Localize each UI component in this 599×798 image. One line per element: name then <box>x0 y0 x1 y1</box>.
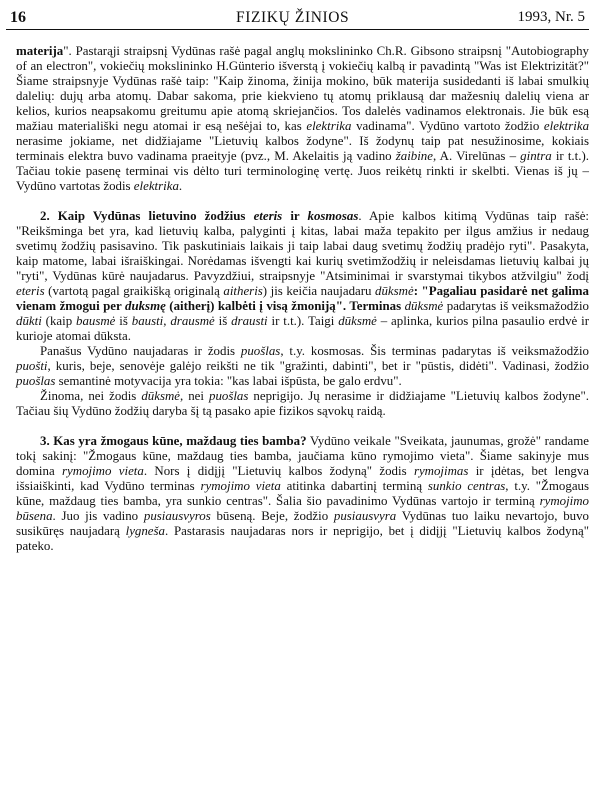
text-run: elektrika <box>133 179 179 193</box>
text-run: ir t.t.). Tačiau tokie pasenę terminai vis dėlto turi terminologinę vertę. Juos reikėtų rinkti ir skelbti. Vienas iš jų – Vydūno vartotas žodis <box>16 149 589 193</box>
text-run: bausti <box>131 314 164 328</box>
text-run: puošlas <box>209 389 249 403</box>
text-run: dūksmė <box>141 389 180 403</box>
paragraph-p2 <box>16 209 589 344</box>
text-run: , kuris, beje, senovėje galėjo reikšti ne tik "gražinti, dabinti", bet ir "pūstis, didėti". Vadinasi, žodžio <box>47 359 589 373</box>
text-run: sunkio centras <box>427 479 506 493</box>
issue-number: 1993, Nr. 5 <box>517 9 585 25</box>
text-run: elektrika <box>306 119 352 133</box>
text-run: puošlas <box>240 344 281 358</box>
text-run: dūksmė <box>404 299 444 313</box>
text-run: dūkti <box>16 314 42 328</box>
paragraph-p4 <box>16 389 589 419</box>
text-run: iš <box>115 314 132 328</box>
text-run: semantinė motyvacija yra tokia: "kas labai išpūsta, be galo erdvu". <box>55 374 402 388</box>
text-run: Žinoma, nei žodis <box>40 389 142 403</box>
article-body <box>16 44 589 554</box>
text-run: materija <box>16 44 64 58</box>
text-run: gintra <box>520 149 552 163</box>
text-run: padarytas iš veiksmažodžio <box>443 299 589 313</box>
text-run: rymojimas <box>413 464 469 478</box>
text-run: puošti <box>16 359 48 373</box>
text-run: – aplinka, kurios pilna pasaulio erdvė ir kurioje atomai dūksta. <box>16 314 590 343</box>
text-run: ir <box>282 209 308 223</box>
text-run: . Juo jis vadino <box>52 509 144 523</box>
text-run: 2. Kaip Vydūnas lietuvino žodžius <box>40 209 254 223</box>
text-run: : "Pagaliau pasidarė net galima vienam žmogui per <box>16 284 589 313</box>
text-run: eteris <box>253 209 283 223</box>
text-run: pusiausvyros <box>143 509 211 523</box>
text-run: . <box>178 179 183 193</box>
text-run: rymojimo vieta <box>200 479 281 493</box>
text-run: būseną. Beje, žodžio <box>210 509 334 523</box>
text-run: kosmosas <box>307 209 359 223</box>
text-run: vadinama". Vydūno vartoto žodžio <box>351 119 544 133</box>
text-run: Vydūno veikale "Sveikata, jaunumas, grožė" randame tokį sakinį: "Žmogaus kūne, maždaug ties bamba, jaučiama kūno rymojimo vieta". Šiame sakinyje mus domina <box>16 434 590 478</box>
text-run: , A. Virelūnas – <box>432 149 521 163</box>
text-run: (vartotą pagal graikišką originalą <box>44 284 224 298</box>
text-run: duksmę <box>125 299 166 313</box>
text-run: . Pastarasis naujadaras nors ir neprigijo, bet į didįjį "Lietuvių kalbos žodyną" pateko. <box>16 524 589 553</box>
journal-title: FIZIKŲ ŽINIOS <box>236 9 350 26</box>
text-run: elektrika <box>543 119 590 133</box>
paragraph-p3 <box>16 344 589 389</box>
text-run: dūksmė <box>375 284 414 298</box>
text-run: rymojimo būsena <box>16 494 589 523</box>
text-run: lygneša <box>125 524 165 538</box>
text-run: , t.y. kosmosas. Šis terminas padarytas iš veiksmažodžio <box>280 344 590 358</box>
text-run: , nei <box>180 389 209 403</box>
text-run: bausmė <box>76 314 116 328</box>
text-run: (kaip <box>41 314 77 328</box>
text-run: ". Pastarąji straipsnį Vydūnas rašė pagal anglų mokslininko Ch.R. Gibsono straipsnį "Autobiography of an electron", vokiečių mokslininko H.Günterio išverstą į vokiečių kalbą ir pavadintą "Was ist Elektrizität?" Šiame straipsnyje Vydūnas rašė taip: "Kaip žinoma, žinija mokino, būk materija susidedanti iš labai smulkių dalelių: dujų arba atomų. Dabar sakoma, prie kiekvieno tų atomų priklausą dar mažesnių dalelių viena ar kelios, kurios neapsakomu greitumu apie atomą skriejančios. Tos dalelės vadinamos elektronais. Jie būk esą mažiau materiališki negu atomai ir esą nešėjai to, kas <box>16 44 589 133</box>
text-run: . Apie kalbos kitimą Vydūnas taip rašė: "Reikšminga bet yra, kad lietuvių kalba, palyginti į kitas, labai maža tepakito per ilgus amžius ir nedaug svetimų žodžių pasisavino. Tik paskutiniais laikais ji taip labai daug svetimų žodžių pradėjo ryti". Pasakyta, kaip matome, labai išraiškingai. Norėdamas išvengti kai kurių svetimžodžių ir neleisdamas lietuvių kalbai jų "ryti", Vydūnas kūrė naujadarus. Pavyzdžiui, straipsnyje "Atsiminimai ir svarstymai tikybos atžvilgiu" žodį <box>16 209 590 283</box>
text-run: neprigijo. Jų nerasime ir didžiajame "Lietuvių kalbos žodyne". Tačiau šių Vydūno žodžių daryba šį tą pasako apie fizikos sąvokų raidą. <box>16 389 589 418</box>
text-run: ir įdėtas, bet lengva išsiaiškinti, kad Vydūno terminas <box>16 464 590 493</box>
text-run: aitheris <box>223 284 263 298</box>
text-run: , <box>163 314 171 328</box>
text-run: nerasime jokiame, net didžiajame "Lietuvių kalbos žodyne". Iš žodynų taip pat nesužinosime, kokiais terminais elektra buvo vadinama praeityje (pvz., M. Akelaitis ją vadino <box>16 134 589 163</box>
text-run: puošlas <box>16 374 56 388</box>
text-run: 3. Kas yra žmogaus kūne, maždaug ties bamba? <box>40 434 307 448</box>
page-header <box>6 5 589 30</box>
text-run: , t.y. "Žmogaus kūne, maždaug ties bamba, yra sunkio centras". Šalia šio pavadinimo Vydūnas vartojo ir terminą <box>16 479 590 508</box>
text-run: eteris <box>16 284 45 298</box>
text-run: drausti <box>231 314 268 328</box>
text-run: iš <box>214 314 232 328</box>
text-run: (aitherį) kalbėti į visą žmoniją". Terminas <box>165 299 405 313</box>
text-run: Panašus Vydūno naujadaras ir žodis <box>40 344 241 358</box>
text-run: Vydūnas tuo laiku nevartojo, buvo susikūręs naujadarą <box>16 509 589 538</box>
text-run: drausmė <box>170 314 215 328</box>
text-run: . Nors į didįjį "Lietuvių kalbos žodyną" žodis <box>143 464 414 478</box>
text-run: rymojimo vieta <box>62 464 144 478</box>
text-run: pusiausvyra <box>333 509 397 523</box>
text-run: ) jis keičia naujadaru <box>262 284 376 298</box>
paragraph-p1 <box>16 44 589 194</box>
paragraph-p5 <box>16 434 589 554</box>
text-run: žaibine <box>395 149 433 163</box>
text-run: ir t.t.). Taigi <box>267 314 339 328</box>
page-number: 16 <box>10 9 26 26</box>
text-run: dūksmė <box>338 314 377 328</box>
text-run: atitinka dabartinį terminą <box>280 479 428 493</box>
